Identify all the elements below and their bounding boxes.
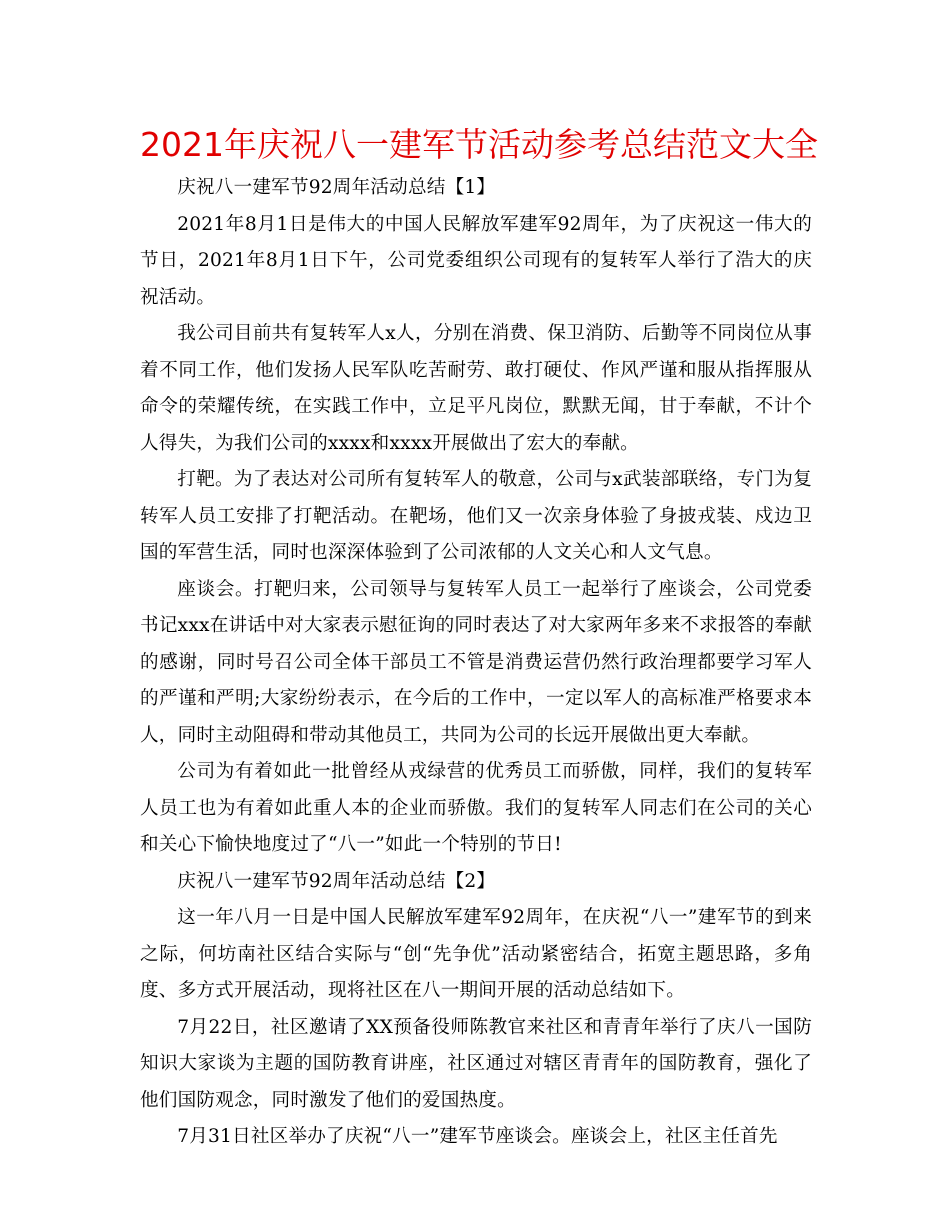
paragraph: 7月31日社区举办了庆祝“八一”建军节座谈会。座谈会上，社区主任首先 — [177, 1126, 778, 1147]
document-title: 2021年庆祝八一建军节活动参考总结范文大全 — [140, 125, 818, 164]
paragraph: 这一年八月一日是中国人民解放军建军92周年，在庆祝“八一”建军节的到来之际，何坊南社区结合实际与“创“先争优”活动紧密结合，拓宽主题思路，多角度、多方式开展活动，现将社区在八一期间开展的活动总结如下。 — [140, 907, 812, 1001]
paragraph: 座谈会。打靶归来，公司领导与复转军人员工一起举行了座谈会，公司党委书记xxx在讲话中对大家表示慰征询的同时表达了对大家两年多来不求报答的奉献的感谢，同时号召公司全体干部员工不管是消费运营仍然行政治理都要学习军人的严谨和严明;大家纷纷表示，在今后的工作中，一定以军人的高标准严格要求本人，同时主动阻碍和带动其他员工，共同为公司的长远开展做出更大奉献。 — [140, 578, 812, 746]
paragraph: 我公司目前共有复转军人x人，分别在消费、保卫消防、后勤等不同岗位从事着不同工作，他们发扬人民军队吃苦耐劳、敢打硬仗、作风严谨和服从指挥服从命令的荣耀传统，在实践工作中，立足平凡岗位，默默无闻，甘于奉献，不计个人得失，为我们公司的xxxx和xxxx开展做出了宏大的奉献。 — [140, 323, 812, 454]
paragraph: 公司为有着如此一批曾经从戎绿营的优秀员工而骄傲，同样，我们的复转军人员工也为有着如此重人本的企业而骄傲。我们的复转军人同志们在公司的关心和关心下愉快地度过了“八一”如此一个特别的节日! — [140, 761, 812, 855]
section-heading-2: 庆祝八一建军节92周年活动总结【2】 — [177, 870, 496, 892]
paragraph: 7月22日，社区邀请了XX预备役师陈教官来社区和青青年举行了庆八一国防知识大家谈为主题的国防教育讲座，社区通过对辖区青青年的国防教育，强化了他们国防观念，同时激发了他们的爱国热度。 — [140, 1016, 812, 1111]
paragraph: 2021年8月1日是伟大的中国人民解放军建军92周年，为了庆祝这一伟大的节日，2021年8月1日下午，公司党委组织公司现有的复转军人举行了浩大的庆祝活动。 — [140, 213, 812, 308]
document-body — [140, 170, 812, 1156]
paragraph: 打靶。为了表达对公司所有复转军人的敬意，公司与x武装部联络，专门为复转军人员工安排了打靶活动。在靶场，他们又一次亲身体验了身披戎装、戍边卫国的军营生活，同时也深深体验到了公司浓郁的人文关心和人文气息。 — [140, 469, 812, 563]
section-heading-1: 庆祝八一建军节92周年活动总结【1】 — [177, 177, 496, 198]
document-page — [140, 120, 818, 1156]
